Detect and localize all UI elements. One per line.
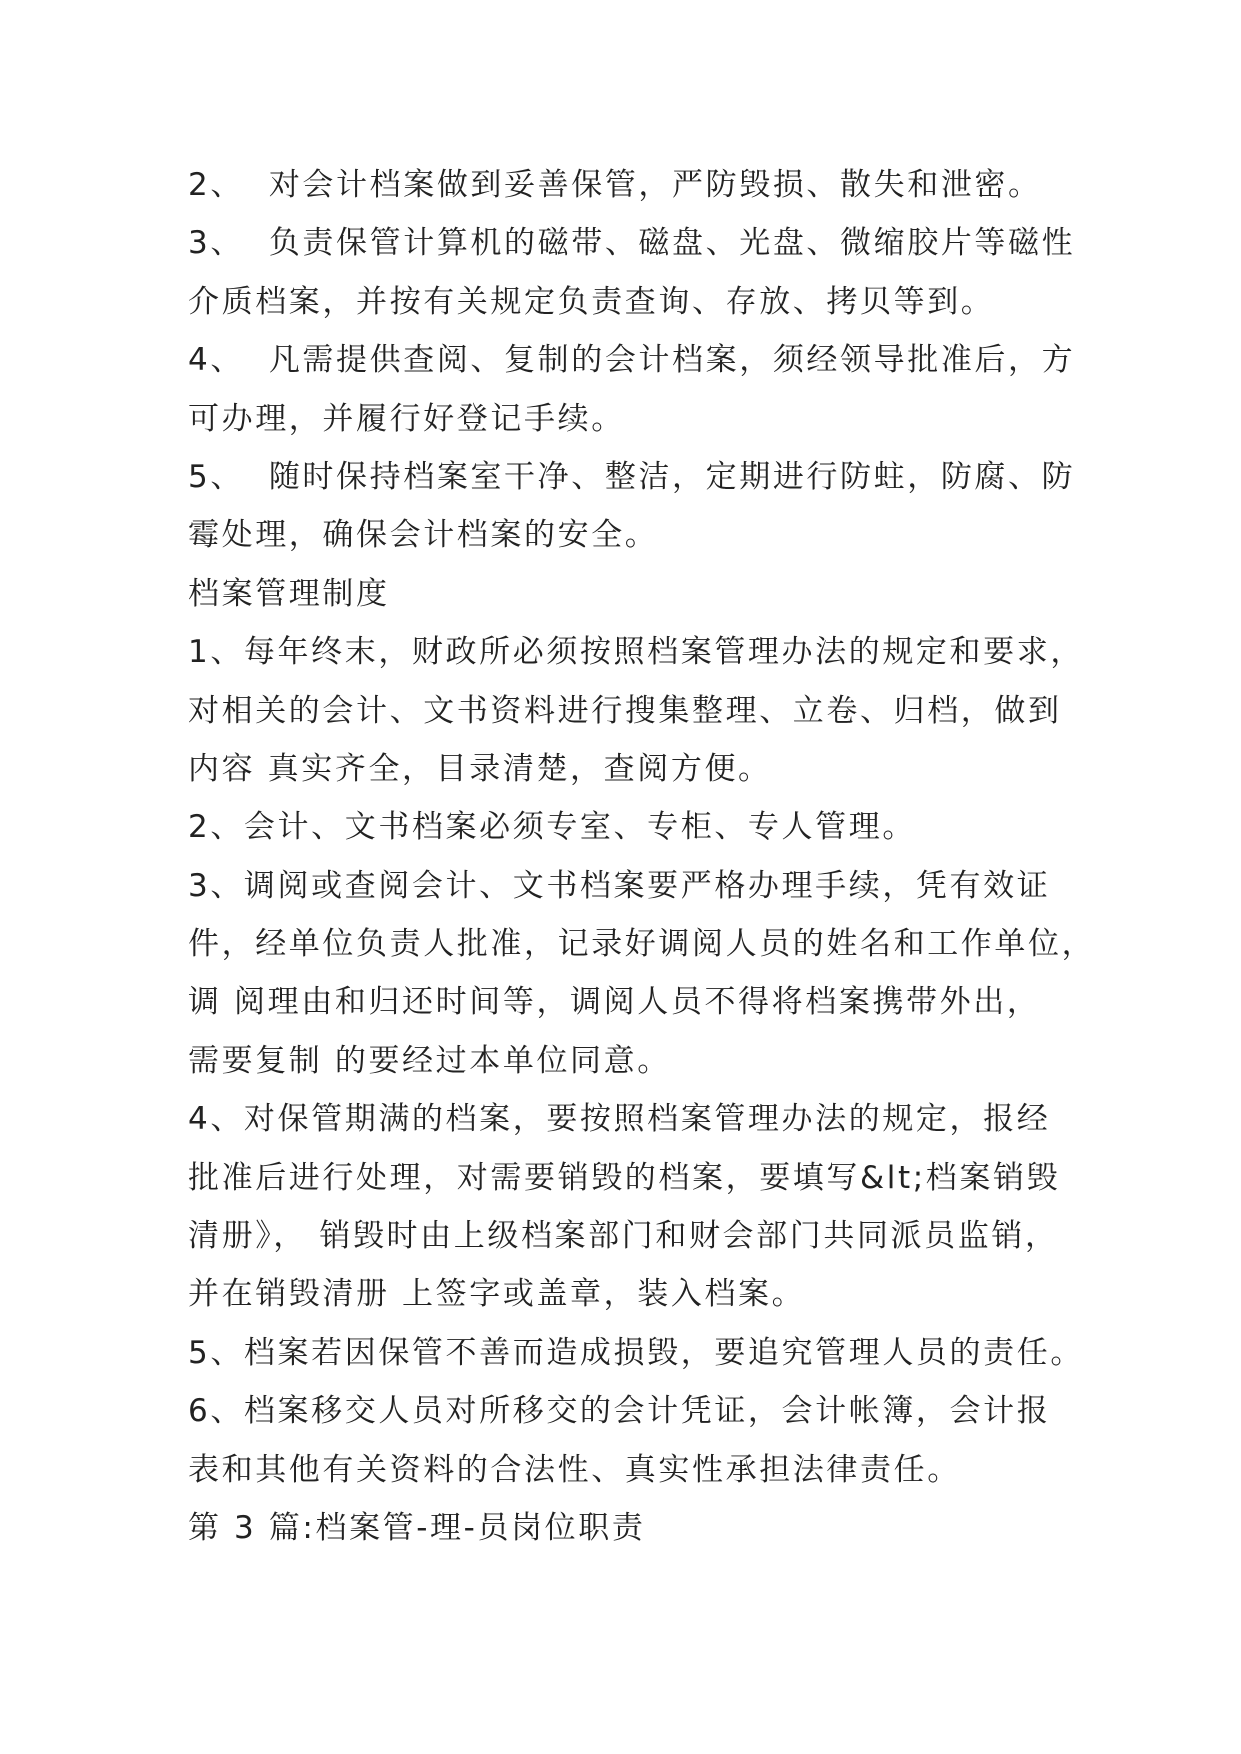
paragraph-line: 2、 对会计档案做到妥善保管，严防毁损、散失和泄密。 <box>188 167 1042 203</box>
paragraph-line: 6、档案移交人员对所移交的会计凭证，会计帐簿，会计报 <box>188 1393 1051 1430</box>
paragraph-line: 对相关的会计、文书资料进行搜集整理、立卷、归档，做到 <box>188 692 1062 729</box>
paragraph-line: 批准后进行处理，对需要销毁的档案，要填写&lt;档案销毁 <box>188 1159 1061 1196</box>
paragraph-line: 调 阅理由和归还时间等，调阅人员不得将档案携带外出， <box>188 984 1041 1021</box>
paragraph-line: 并在销毁清册 上签字或盖章，装入档案。 <box>188 1276 806 1313</box>
paragraph-line: 霉处理，确保会计档案的安全。 <box>188 517 659 554</box>
paragraph-line: 需要复制 的要经过本单位同意。 <box>188 1042 671 1079</box>
paragraph-line: 内容 真实齐全，目录清楚，查阅方便。 <box>188 750 772 787</box>
paragraph-line: 1、每年终末，财政所必须按照档案管理办法的规定和要求， <box>188 634 1084 671</box>
paragraph-line: 表和其他有关资料的合法性、真实性承担法律责任。 <box>188 1451 961 1488</box>
document-body <box>188 156 1096 1557</box>
paragraph-line: 3、 负责保管计算机的磁带、磁盘、光盘、微缩胶片等磁性 <box>188 225 1076 262</box>
paragraph-line: 4、 凡需提供查阅、复制的会计档案，须经领导批准后，方 <box>188 342 1076 379</box>
section-heading: 档案管理制度 <box>188 575 390 612</box>
paragraph-line: 介质档案，并按有关规定负责查询、存放、拷贝等到。 <box>188 283 995 320</box>
section-heading: 第 3 篇:档案管-理-员岗位职责 <box>188 1509 646 1546</box>
paragraph-line: 5、档案若因保管不善而造成损毁，要追究管理人员的责任。 <box>188 1334 1084 1371</box>
paragraph-line: 5、 随时保持档案室干净、整洁，定期进行防蛀，防腐、防 <box>188 458 1076 495</box>
paragraph-line: 4、对保管期满的档案，要按照档案管理办法的规定，报经 <box>188 1101 1051 1138</box>
paragraph-line: 2、会计、文书档案必须专室、专柜、专人管理。 <box>188 809 916 846</box>
paragraph-line: 3、调阅或查阅会计、文书档案要严格办理手续，凭有效证 <box>188 867 1051 904</box>
paragraph-line: 件，经单位负责人批准，记录好调阅人员的姓名和工作单位， <box>188 926 1096 963</box>
paragraph-line: 可办理，并履行好登记手续。 <box>188 400 625 437</box>
paragraph-line: 清册》， 销毁时由上级档案部门和财会部门共同派员监销， <box>188 1218 1059 1255</box>
